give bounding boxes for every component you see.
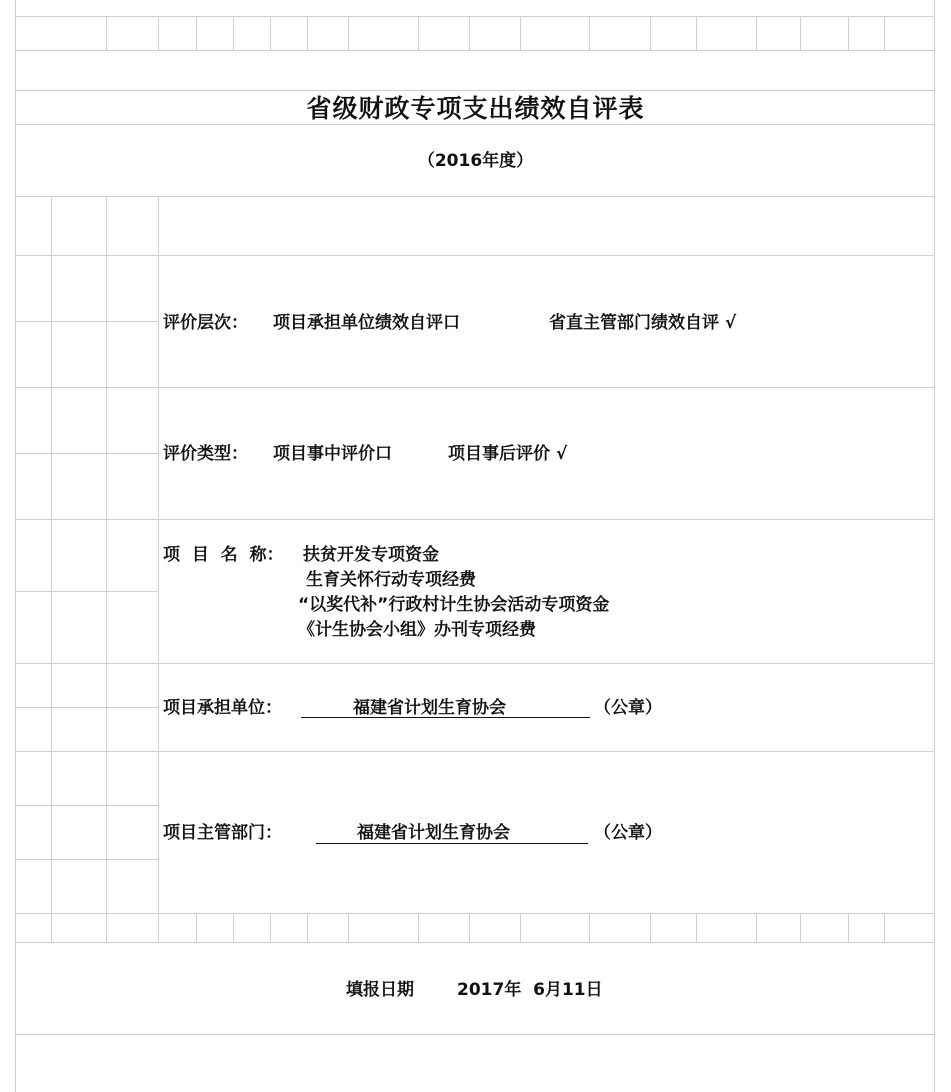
project-name-item: 生育关怀行动专项经费: [306, 570, 476, 590]
fiscal-year: （2016年度）: [417, 151, 534, 171]
supervising-department-label: 项目主管部门：: [163, 823, 282, 843]
undertaking-unit-underline: [301, 717, 590, 718]
supervising-department-value: 福建省计划生育协会: [357, 823, 510, 843]
supervising-department-seal: （公章）: [594, 823, 662, 843]
undertaking-unit-value: 福建省计划生育协会: [353, 698, 506, 718]
report-date-label: 填报日期: [346, 980, 414, 1000]
form-title: 省级财政专项支出绩效自评表: [306, 94, 645, 123]
project-name-item: “以奖代补”行政村计生协会活动专项资金: [298, 595, 610, 615]
evaluation-type-label: 评价类型：: [163, 444, 248, 464]
evaluation-level-label: 评价层次：: [163, 313, 248, 333]
project-name-item: 《计生协会小组》办刊专项经费: [298, 620, 536, 640]
evaluation-type-option-interim: 项目事中评价口: [273, 444, 392, 464]
undertaking-unit-seal: （公章）: [594, 698, 662, 718]
undertaking-unit-label: 项目承担单位：: [163, 698, 282, 718]
project-name-label: 项 目 名 称：: [163, 545, 284, 565]
evaluation-type-option-post: 项目事后评价 √: [448, 444, 568, 464]
report-date-value: 2017年 6月11日: [457, 980, 603, 1000]
supervising-department-underline: [316, 843, 588, 844]
evaluation-level-option-unit: 项目承担单位绩效自评口: [273, 313, 460, 333]
evaluation-level-option-department: 省直主管部门绩效自评 √: [549, 313, 737, 333]
project-name-item: 扶贫开发专项资金: [303, 545, 439, 565]
